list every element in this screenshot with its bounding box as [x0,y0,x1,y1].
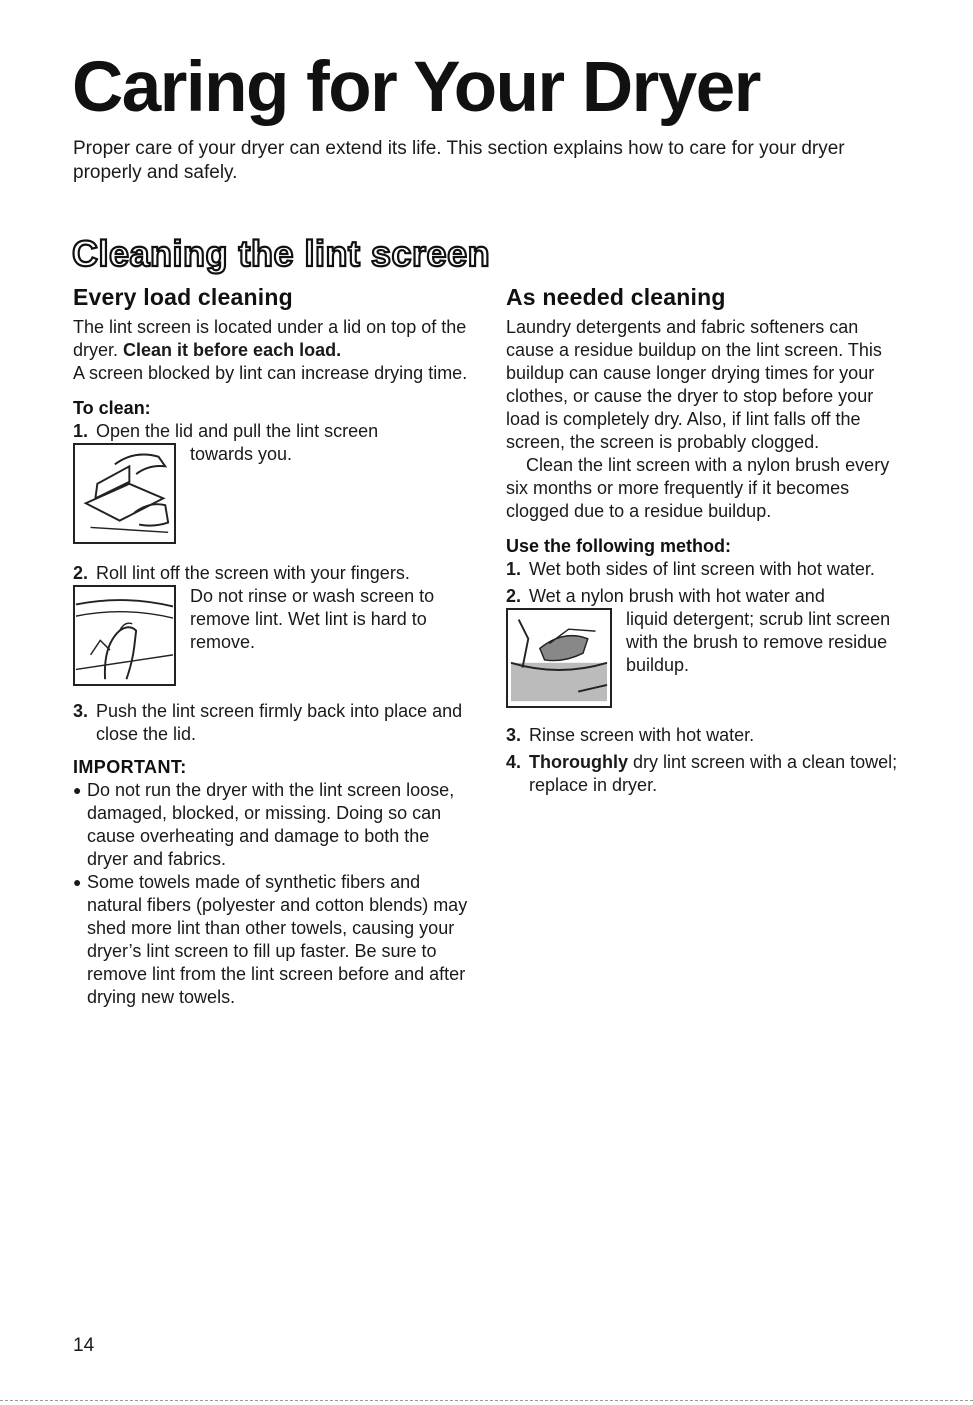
step-1-figure-block [73,443,473,554]
step-number: 2. [73,563,89,583]
page-number: 14 [73,1335,95,1356]
step-2-figure-block [73,585,473,696]
list-item [73,420,473,443]
step-number: 3. [73,701,89,721]
as-needed-column [506,282,906,797]
as-needed-heading: As needed cleaning [506,284,726,310]
step-number: 3. [506,725,522,745]
step-emphasis: Thoroughly [529,752,628,772]
step-text: dry lint screen with a clean towel; replace in dryer. [529,752,898,795]
step-number: 1. [506,559,522,579]
step-text: Wet a nylon brush with hot water and [529,586,825,606]
pull-lint-screen-illustration [73,443,176,544]
roll-lint-icon [75,587,174,684]
pull-lint-screen-icon [75,445,174,542]
method-steps [506,558,906,608]
method-step-2-figure-block [506,608,906,718]
step-text: Rinse screen with hot water. [529,725,755,745]
scrub-brush-icon [508,610,610,706]
step-text: Roll lint off the screen with your fingers. [96,563,410,583]
method-subhead: Use the following method: [506,536,731,556]
method-steps-2 [506,724,906,797]
list-item [73,562,473,585]
section-title: Cleaning the lint screen [72,233,491,274]
step-2-continuation: Do not rinse or wash screen to remove lint. Wet lint is hard to remove. [190,586,435,652]
list-item [506,724,906,747]
list-item [73,700,473,746]
bullet-icon: ● [73,874,82,890]
note-text: Some towels made of synthetic fibers and natural fibers (polyester and cotton blends) may shed more lint than other towels, causing your dryer’s lint screen to fill up faster. Be sure to remove lint from the lint screen before and after drying new towels. [87,872,468,1007]
step-number: 1. [73,421,89,441]
every-load-heading: Every load cleaning [73,284,293,310]
to-clean-steps [73,420,473,443]
list-item [73,779,473,871]
note-text: Do not run the dryer with the lint screen loose, damaged, blocked, or missing. Doing so can cause overheating and damage to both the dryer and fabrics. [87,780,455,869]
page-title: Caring for Your Dryer [72,48,760,127]
bottom-divider [0,1400,973,1401]
roll-lint-off-illustration [73,585,176,686]
every-load-note: A screen blocked by lint can increase drying time. [73,363,468,383]
method-step-2-continuation: liquid detergent; scrub lint screen with the brush to remove residue buildup. [626,609,891,675]
every-load-intro-text: The lint screen is located under a lid on top of the dryer. [73,317,467,360]
every-load-column [73,282,473,1009]
every-load-intro [73,316,473,362]
important-notes [73,779,473,1009]
scrub-with-brush-illustration [506,608,612,708]
to-clean-steps-3 [73,700,473,746]
every-load-intro-emphasis: Clean it before each load. [123,340,342,360]
list-item [506,751,906,797]
to-clean-subhead: To clean: [73,398,151,418]
list-item [506,558,906,581]
step-text: Open the lid and pull the lint screen [96,421,379,441]
as-needed-frequency: Clean the lint screen with a nylon brush every six months or more frequently if it becomes clogged due to a residue buildup. [506,455,890,521]
important-label: IMPORTANT: [73,757,187,777]
step-1-continuation: towards you. [190,444,293,464]
list-item [73,871,473,1009]
step-number: 2. [506,586,522,606]
step-text: Wet both sides of lint screen with hot water. [529,559,875,579]
list-item [506,585,906,608]
to-clean-steps-2 [73,562,473,585]
step-text: Push the lint screen firmly back into place and close the lid. [96,701,463,744]
intro-paragraph: Proper care of your dryer can extend its life. This section explains how to care for your dryer properly and safely. [73,138,845,183]
as-needed-intro: Laundry detergents and fabric softeners can cause a residue buildup on the lint screen. This buildup can cause longer drying times for your clothes, or cause the dryer to stop before your load is completely dry. Also, if lint falls off the screen, the screen is probably clogged. [506,317,882,452]
bullet-icon: ● [73,782,82,798]
step-number: 4. [506,752,522,772]
